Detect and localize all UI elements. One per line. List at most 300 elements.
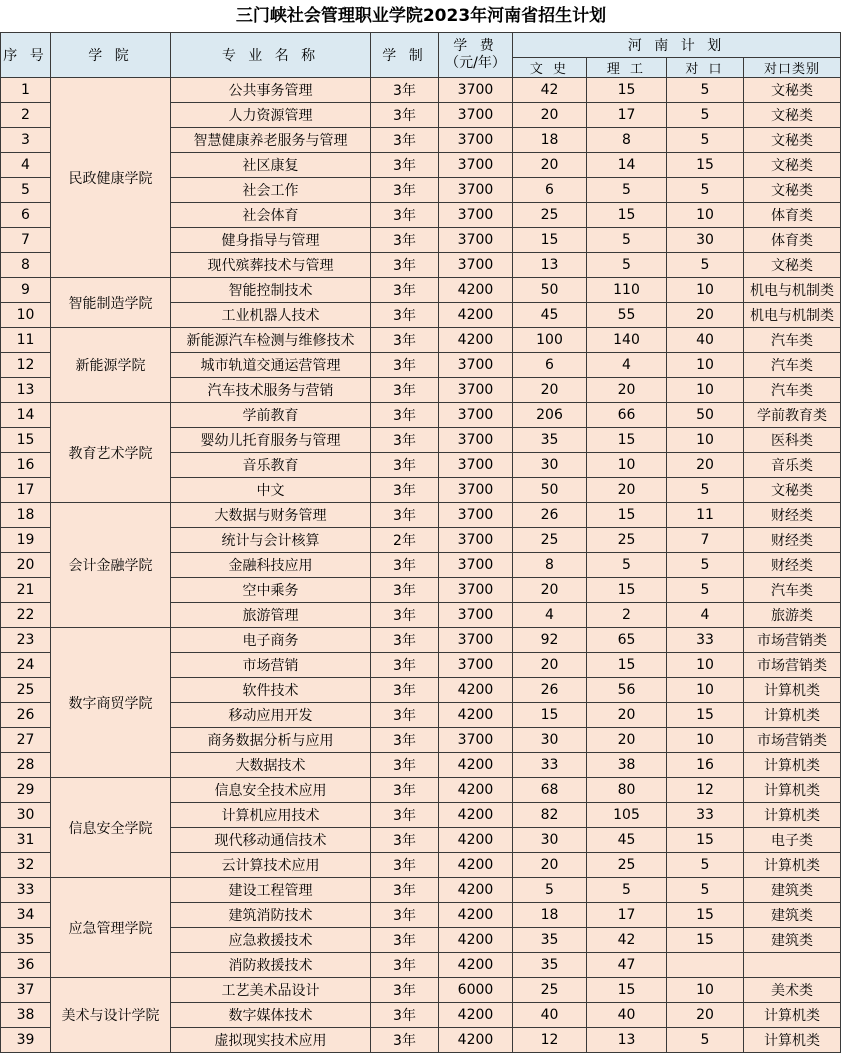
fee-cell: 3700: [439, 178, 513, 203]
seq-cell: 23: [1, 628, 51, 653]
table-row: [1, 328, 841, 353]
years-cell: 3年: [371, 453, 439, 478]
seq-cell: 39: [1, 1028, 51, 1053]
years-cell: 3年: [371, 253, 439, 278]
liberal-arts-cell: 40: [513, 1003, 587, 1028]
vocational-cell: 16: [667, 753, 744, 778]
major-cell: 婴幼儿托育服务与管理: [171, 428, 371, 453]
liberal-arts-cell: 20: [513, 578, 587, 603]
table-row: [1, 503, 841, 528]
years-cell: 3年: [371, 578, 439, 603]
major-cell: 电子商务: [171, 628, 371, 653]
major-cell: 健身指导与管理: [171, 228, 371, 253]
vocational-category-cell: 学前教育类: [744, 403, 841, 428]
vocational-category-cell: 机电与机制类: [744, 278, 841, 303]
seq-cell: 29: [1, 778, 51, 803]
vocational-category-cell: 文秘类: [744, 78, 841, 103]
seq-cell: 12: [1, 353, 51, 378]
science-cell: 66: [587, 403, 667, 428]
seq-cell: 5: [1, 178, 51, 203]
years-cell: 3年: [371, 278, 439, 303]
major-cell: 社会工作: [171, 178, 371, 203]
science-cell: 40: [587, 1003, 667, 1028]
seq-cell: 16: [1, 453, 51, 478]
liberal-arts-cell: 25: [513, 978, 587, 1003]
vocational-cell: 5: [667, 853, 744, 878]
fee-cell: 3700: [439, 378, 513, 403]
fee-cell: 3700: [439, 503, 513, 528]
science-cell: 140: [587, 328, 667, 353]
seq-cell: 14: [1, 403, 51, 428]
vocational-cell: 10: [667, 353, 744, 378]
years-cell: 3年: [371, 728, 439, 753]
liberal-arts-cell: 82: [513, 803, 587, 828]
college-cell: 智能制造学院: [51, 278, 171, 328]
header-years: 学 制: [371, 33, 439, 78]
major-cell: 应急救援技术: [171, 928, 371, 953]
years-cell: 3年: [371, 653, 439, 678]
vocational-category-cell: 汽车类: [744, 328, 841, 353]
vocational-category-cell: 音乐类: [744, 453, 841, 478]
liberal-arts-cell: 20: [513, 653, 587, 678]
major-cell: 公共事务管理: [171, 78, 371, 103]
seq-cell: 15: [1, 428, 51, 453]
fee-cell: 4200: [439, 328, 513, 353]
liberal-arts-cell: 6: [513, 353, 587, 378]
seq-cell: 10: [1, 303, 51, 328]
science-cell: 8: [587, 128, 667, 153]
vocational-category-cell: 市场营销类: [744, 653, 841, 678]
seq-cell: 18: [1, 503, 51, 528]
table-row: [1, 978, 841, 1003]
vocational-cell: 5: [667, 878, 744, 903]
vocational-cell: 33: [667, 803, 744, 828]
science-cell: 17: [587, 903, 667, 928]
major-cell: 工业机器人技术: [171, 303, 371, 328]
major-cell: 工艺美术品设计: [171, 978, 371, 1003]
vocational-cell: 15: [667, 928, 744, 953]
major-cell: 城市轨道交通运营管理: [171, 353, 371, 378]
science-cell: 25: [587, 853, 667, 878]
seq-cell: 26: [1, 703, 51, 728]
years-cell: 3年: [371, 228, 439, 253]
science-cell: 47: [587, 953, 667, 978]
liberal-arts-cell: 25: [513, 203, 587, 228]
fee-cell: 3700: [439, 78, 513, 103]
seq-cell: 20: [1, 553, 51, 578]
table-row: [1, 778, 841, 803]
liberal-arts-cell: 20: [513, 103, 587, 128]
liberal-arts-cell: 30: [513, 453, 587, 478]
vocational-cell: 10: [667, 378, 744, 403]
vocational-category-cell: 计算机类: [744, 753, 841, 778]
seq-cell: 35: [1, 928, 51, 953]
major-cell: 云计算技术应用: [171, 853, 371, 878]
seq-cell: 28: [1, 753, 51, 778]
major-cell: 统计与会计核算: [171, 528, 371, 553]
liberal-arts-cell: 26: [513, 678, 587, 703]
years-cell: 3年: [371, 703, 439, 728]
science-cell: 20: [587, 478, 667, 503]
fee-cell: 3700: [439, 403, 513, 428]
vocational-cell: 10: [667, 428, 744, 453]
major-cell: 现代殡葬技术与管理: [171, 253, 371, 278]
vocational-cell: 40: [667, 328, 744, 353]
fee-cell: 4200: [439, 778, 513, 803]
fee-cell: 6000: [439, 978, 513, 1003]
college-cell: 民政健康学院: [51, 78, 171, 278]
liberal-arts-cell: 42: [513, 78, 587, 103]
years-cell: 3年: [371, 953, 439, 978]
liberal-arts-cell: 13: [513, 253, 587, 278]
liberal-arts-cell: 33: [513, 753, 587, 778]
header-row-1: [1, 33, 841, 58]
science-cell: 10: [587, 453, 667, 478]
header-fee: [439, 33, 513, 78]
science-cell: 5: [587, 878, 667, 903]
table-row: [1, 278, 841, 303]
major-cell: 智能控制技术: [171, 278, 371, 303]
enrollment-plan-table: [0, 32, 841, 1053]
seq-cell: 3: [1, 128, 51, 153]
science-cell: 15: [587, 653, 667, 678]
major-cell: 金融科技应用: [171, 553, 371, 578]
vocational-cell: 15: [667, 828, 744, 853]
years-cell: 3年: [371, 478, 439, 503]
vocational-category-cell: 计算机类: [744, 1003, 841, 1028]
vocational-cell: 10: [667, 653, 744, 678]
seq-cell: 8: [1, 253, 51, 278]
page-title: 三门峡社会管理职业学院2023年河南省招生计划: [235, 6, 607, 26]
fee-cell: 4200: [439, 753, 513, 778]
seq-cell: 27: [1, 728, 51, 753]
vocational-cell: 20: [667, 453, 744, 478]
liberal-arts-cell: 6: [513, 178, 587, 203]
liberal-arts-cell: 25: [513, 528, 587, 553]
seq-cell: 22: [1, 603, 51, 628]
vocational-cell: 10: [667, 678, 744, 703]
vocational-cell: 20: [667, 1003, 744, 1028]
liberal-arts-cell: 12: [513, 1028, 587, 1053]
liberal-arts-cell: 4: [513, 603, 587, 628]
vocational-category-cell: 财经类: [744, 528, 841, 553]
seq-cell: 37: [1, 978, 51, 1003]
liberal-arts-cell: 92: [513, 628, 587, 653]
science-cell: 105: [587, 803, 667, 828]
vocational-category-cell: 汽车类: [744, 378, 841, 403]
science-cell: 80: [587, 778, 667, 803]
seq-cell: 21: [1, 578, 51, 603]
vocational-category-cell: 计算机类: [744, 803, 841, 828]
vocational-category-cell: 市场营销类: [744, 628, 841, 653]
header-fee-line1: 学 费: [453, 38, 498, 54]
major-cell: 信息安全技术应用: [171, 778, 371, 803]
college-cell: 数字商贸学院: [51, 628, 171, 778]
seq-cell: 4: [1, 153, 51, 178]
years-cell: 3年: [371, 978, 439, 1003]
fee-cell: 4200: [439, 303, 513, 328]
years-cell: 3年: [371, 803, 439, 828]
liberal-arts-cell: 18: [513, 128, 587, 153]
college-cell: 应急管理学院: [51, 878, 171, 978]
fee-cell: 3700: [439, 603, 513, 628]
science-cell: 15: [587, 503, 667, 528]
major-cell: 现代移动通信技术: [171, 828, 371, 853]
fee-cell: 3700: [439, 103, 513, 128]
liberal-arts-cell: 20: [513, 853, 587, 878]
years-cell: 3年: [371, 503, 439, 528]
years-cell: 3年: [371, 903, 439, 928]
header-liberal-arts: 文 史: [513, 58, 587, 78]
liberal-arts-cell: 50: [513, 278, 587, 303]
science-cell: 14: [587, 153, 667, 178]
fee-cell: 3700: [439, 628, 513, 653]
vocational-category-cell: 汽车类: [744, 578, 841, 603]
vocational-category-cell: 计算机类: [744, 853, 841, 878]
years-cell: 3年: [371, 1003, 439, 1028]
vocational-category-cell: 文秘类: [744, 178, 841, 203]
liberal-arts-cell: 15: [513, 228, 587, 253]
seq-cell: 24: [1, 653, 51, 678]
years-cell: 3年: [371, 128, 439, 153]
years-cell: 3年: [371, 603, 439, 628]
major-cell: 人力资源管理: [171, 103, 371, 128]
years-cell: 3年: [371, 303, 439, 328]
years-cell: 3年: [371, 78, 439, 103]
fee-cell: 3700: [439, 153, 513, 178]
science-cell: 110: [587, 278, 667, 303]
years-cell: 3年: [371, 378, 439, 403]
science-cell: 56: [587, 678, 667, 703]
years-cell: 3年: [371, 878, 439, 903]
vocational-category-cell: 机电与机制类: [744, 303, 841, 328]
college-cell: 新能源学院: [51, 328, 171, 403]
science-cell: 15: [587, 578, 667, 603]
years-cell: 3年: [371, 678, 439, 703]
vocational-category-cell: 计算机类: [744, 778, 841, 803]
liberal-arts-cell: 20: [513, 378, 587, 403]
header-seq: 序 号: [1, 33, 51, 78]
vocational-category-cell: 财经类: [744, 553, 841, 578]
years-cell: 3年: [371, 103, 439, 128]
seq-cell: 25: [1, 678, 51, 703]
vocational-category-cell: 体育类: [744, 203, 841, 228]
years-cell: 3年: [371, 778, 439, 803]
seq-cell: 38: [1, 1003, 51, 1028]
major-cell: 音乐教育: [171, 453, 371, 478]
seq-cell: 2: [1, 103, 51, 128]
vocational-category-cell: 文秘类: [744, 153, 841, 178]
vocational-cell: 33: [667, 628, 744, 653]
science-cell: 15: [587, 78, 667, 103]
header-fee-line2: （元/年）: [445, 55, 506, 71]
vocational-cell: 10: [667, 203, 744, 228]
years-cell: 3年: [371, 428, 439, 453]
science-cell: 5: [587, 553, 667, 578]
years-cell: 3年: [371, 928, 439, 953]
seq-cell: 9: [1, 278, 51, 303]
liberal-arts-cell: 68: [513, 778, 587, 803]
vocational-category-cell: 建筑类: [744, 903, 841, 928]
vocational-cell: 5: [667, 1028, 744, 1053]
major-cell: 旅游管理: [171, 603, 371, 628]
vocational-category-cell: 体育类: [744, 228, 841, 253]
vocational-category-cell: 市场营销类: [744, 728, 841, 753]
vocational-category-cell: 建筑类: [744, 878, 841, 903]
fee-cell: 3700: [439, 228, 513, 253]
science-cell: 42: [587, 928, 667, 953]
fee-cell: 4200: [439, 903, 513, 928]
header-vocational-category: 对口类别: [744, 58, 841, 78]
liberal-arts-cell: 8: [513, 553, 587, 578]
science-cell: 5: [587, 228, 667, 253]
vocational-category-cell: 美术类: [744, 978, 841, 1003]
college-cell: 教育艺术学院: [51, 403, 171, 503]
years-cell: 3年: [371, 178, 439, 203]
major-cell: 商务数据分析与应用: [171, 728, 371, 753]
science-cell: 13: [587, 1028, 667, 1053]
college-cell: 美术与设计学院: [51, 978, 171, 1053]
science-cell: 25: [587, 528, 667, 553]
fee-cell: 4200: [439, 703, 513, 728]
fee-cell: 3700: [439, 128, 513, 153]
major-cell: 新能源汽车检测与维修技术: [171, 328, 371, 353]
fee-cell: 3700: [439, 553, 513, 578]
years-cell: 3年: [371, 153, 439, 178]
vocational-cell: 5: [667, 128, 744, 153]
science-cell: 55: [587, 303, 667, 328]
major-cell: 计算机应用技术: [171, 803, 371, 828]
years-cell: 3年: [371, 1028, 439, 1053]
liberal-arts-cell: 30: [513, 728, 587, 753]
liberal-arts-cell: 5: [513, 878, 587, 903]
liberal-arts-cell: 35: [513, 928, 587, 953]
seq-cell: 11: [1, 328, 51, 353]
major-cell: 市场营销: [171, 653, 371, 678]
seq-cell: 31: [1, 828, 51, 853]
major-cell: 软件技术: [171, 678, 371, 703]
fee-cell: 3700: [439, 353, 513, 378]
table-row: [1, 628, 841, 653]
fee-cell: 3700: [439, 478, 513, 503]
vocational-category-cell: 医科类: [744, 428, 841, 453]
vocational-category-cell: 文秘类: [744, 103, 841, 128]
vocational-category-cell: 财经类: [744, 503, 841, 528]
major-cell: 社区康复: [171, 153, 371, 178]
major-cell: 智慧健康养老服务与管理: [171, 128, 371, 153]
vocational-cell: 10: [667, 728, 744, 753]
fee-cell: 3700: [439, 528, 513, 553]
liberal-arts-cell: 30: [513, 828, 587, 853]
vocational-category-cell: 文秘类: [744, 478, 841, 503]
liberal-arts-cell: 206: [513, 403, 587, 428]
vocational-category-cell: 旅游类: [744, 603, 841, 628]
years-cell: 3年: [371, 828, 439, 853]
seq-cell: 17: [1, 478, 51, 503]
years-cell: 3年: [371, 203, 439, 228]
fee-cell: 3700: [439, 453, 513, 478]
liberal-arts-cell: 35: [513, 428, 587, 453]
vocational-cell: 5: [667, 578, 744, 603]
seq-cell: 36: [1, 953, 51, 978]
fee-cell: 3700: [439, 203, 513, 228]
major-cell: 社会体育: [171, 203, 371, 228]
college-cell: 信息安全学院: [51, 778, 171, 878]
vocational-cell: 7: [667, 528, 744, 553]
seq-cell: 6: [1, 203, 51, 228]
vocational-cell: [667, 953, 744, 978]
vocational-cell: 5: [667, 253, 744, 278]
major-cell: 汽车技术服务与营销: [171, 378, 371, 403]
liberal-arts-cell: 50: [513, 478, 587, 503]
major-cell: 数字媒体技术: [171, 1003, 371, 1028]
years-cell: 3年: [371, 853, 439, 878]
vocational-cell: 15: [667, 703, 744, 728]
vocational-category-cell: 电子类: [744, 828, 841, 853]
fee-cell: 4200: [439, 853, 513, 878]
science-cell: 20: [587, 703, 667, 728]
vocational-category-cell: 建筑类: [744, 928, 841, 953]
science-cell: 15: [587, 428, 667, 453]
seq-cell: 13: [1, 378, 51, 403]
seq-cell: 30: [1, 803, 51, 828]
years-cell: 3年: [371, 553, 439, 578]
major-cell: 建筑消防技术: [171, 903, 371, 928]
college-cell: 会计金融学院: [51, 503, 171, 628]
seq-cell: 19: [1, 528, 51, 553]
vocational-cell: 12: [667, 778, 744, 803]
liberal-arts-cell: 35: [513, 953, 587, 978]
years-cell: 3年: [371, 328, 439, 353]
science-cell: 4: [587, 353, 667, 378]
science-cell: 38: [587, 753, 667, 778]
header-college: 学 院: [51, 33, 171, 78]
vocational-cell: 15: [667, 153, 744, 178]
seq-cell: 7: [1, 228, 51, 253]
vocational-cell: 5: [667, 478, 744, 503]
fee-cell: 3700: [439, 253, 513, 278]
science-cell: 45: [587, 828, 667, 853]
science-cell: 2: [587, 603, 667, 628]
fee-cell: 4200: [439, 803, 513, 828]
table-row: [1, 403, 841, 428]
vocational-category-cell: 文秘类: [744, 128, 841, 153]
major-cell: 移动应用开发: [171, 703, 371, 728]
fee-cell: 3700: [439, 728, 513, 753]
vocational-cell: 10: [667, 278, 744, 303]
fee-cell: 4200: [439, 278, 513, 303]
header-science: 理 工: [587, 58, 667, 78]
years-cell: 3年: [371, 753, 439, 778]
science-cell: 20: [587, 378, 667, 403]
vocational-cell: 15: [667, 903, 744, 928]
science-cell: 15: [587, 978, 667, 1003]
years-cell: 2年: [371, 528, 439, 553]
fee-cell: 3700: [439, 428, 513, 453]
vocational-cell: 4: [667, 603, 744, 628]
header-vocational: 对 口: [667, 58, 744, 78]
major-cell: 中文: [171, 478, 371, 503]
fee-cell: 4200: [439, 828, 513, 853]
seq-cell: 32: [1, 853, 51, 878]
vocational-cell: 5: [667, 553, 744, 578]
header-henan-plan: 河 南 计 划: [513, 33, 841, 58]
science-cell: 15: [587, 203, 667, 228]
science-cell: 5: [587, 178, 667, 203]
seq-cell: 1: [1, 78, 51, 103]
table-row: [1, 878, 841, 903]
fee-cell: 4200: [439, 878, 513, 903]
